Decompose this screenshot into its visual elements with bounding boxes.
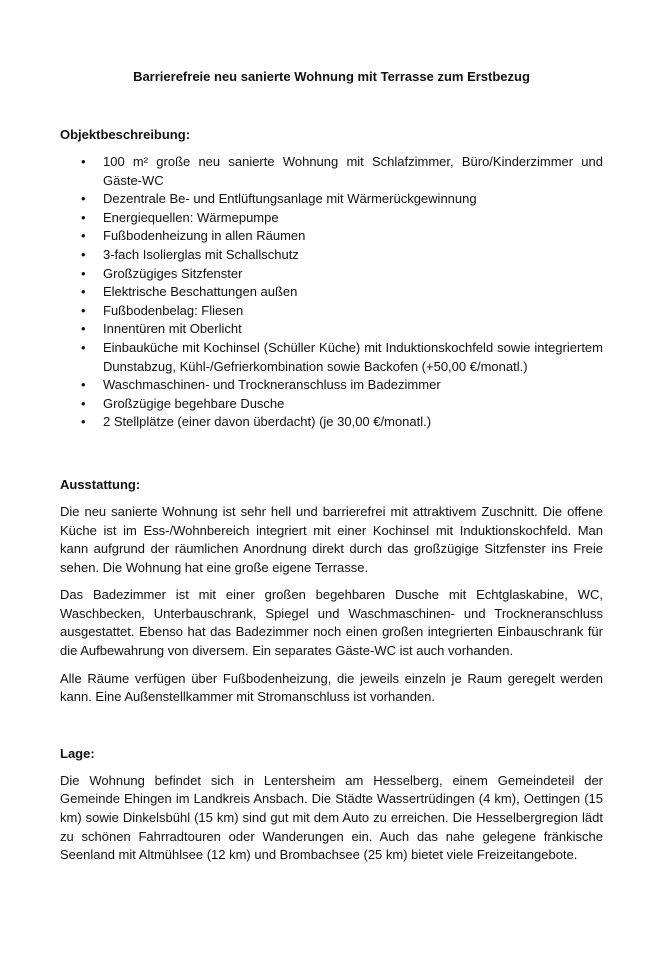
list-item: • Fußbodenbelag: Fliesen [60, 302, 603, 321]
list-item: • Fußbodenheizung in allen Räumen [60, 227, 603, 246]
list-item: • Waschmaschinen- und Trockneranschluss im Badezimmer [60, 376, 603, 395]
lage-heading: Lage: [60, 745, 95, 761]
paragraph: Die Wohnung befindet sich in Lentersheim am Hesselberg, einem Gemeindeteil der Gemeinde Ehingen im Landkreis Ansbach. Die Städte Wassertrüdingen (4 km), Oettingen (15 km) sowie Dinkelsbühl (15 km) sind gut mit dem Auto zu erreichen. Die Hesselbergregion lädt zu schönen Fahrradtouren oder Wanderungen ein. Auch das nahe gelegene fränkische Seenland mit Altmühlsee (12 km) und Brombachsee (25 km) bietet viele Freizeitangebote. [60, 772, 603, 863]
list-item: • Innentüren mit Oberlicht [60, 320, 603, 339]
document-title: Barrierefreie neu sanierte Wohnung mit Terrasse zum Erstbezug [133, 69, 530, 84]
feature-list [60, 153, 603, 432]
paragraph: Die neu sanierte Wohnung ist sehr hell und barrierefrei mit attraktivem Zuschnitt. Die offene Küche ist im Ess-/Wohnbereich integriert mit einer Kochinsel mit Induktionskochfeld. Man kann aufgrund der räumlichen Anordnung direkt durch das großzügige Sitzfenster ins Freie sehen. Die Wohnung hat eine große eigene Terrasse. [60, 503, 603, 575]
list-item: • 100 m² große neu sanierte Wohnung mit Schlafzimmer, Büro/Kinderzimmer und Gäste-WC [60, 153, 603, 190]
ausstattung-section [60, 476, 603, 707]
list-item: • Energiequellen: Wärmepumpe [60, 209, 603, 228]
list-item: • Einbauküche mit Kochinsel (Schüller Küche) mit Induktionskochfeld sowie integriertem Dunstabzug, Kühl-/Gefrierkombination sowie Backofen (+50,00 €/monatl.) [60, 339, 603, 376]
document-body [60, 68, 603, 903]
paragraph: Alle Räume verfügen über Fußbodenheizung, die jeweils einzeln je Raum geregelt werden kann. Eine Außenstellkammer mit Stromanschluss ist vorhanden. [60, 670, 603, 705]
list-item: • Großzügiges Sitzfenster [60, 265, 603, 284]
list-item: • 2 Stellplätze (einer davon überdacht) (je 30,00 €/monatl.) [60, 413, 603, 432]
paragraph: Das Badezimmer ist mit einer großen begehbaren Dusche mit Echtglaskabine, WC, Waschbecken, Unterbauschrank, Spiegel und Waschmaschinen- und Trockneranschluss ausgestattet. Ebenso hat das Badezimmer noch einen großen integrierten Einbauschrank für die Aufbewahrung von diversem. Ein separates Gäste-WC ist auch vorhanden. [60, 587, 603, 659]
list-item: • Dezentrale Be- und Entlüftungsanlage mit Wärmerückgewinnung [60, 190, 603, 209]
list-item: • 3-fach Isolierglas mit Schallschutz [60, 246, 603, 265]
list-item: • Großzügige begehbare Dusche [60, 395, 603, 414]
lage-section [60, 745, 603, 865]
objektbeschreibung-heading: Objektbeschreibung: [60, 127, 191, 142]
list-item: • Elektrische Beschattungen außen [60, 283, 603, 302]
ausstattung-heading: Ausstattung: [60, 476, 141, 492]
